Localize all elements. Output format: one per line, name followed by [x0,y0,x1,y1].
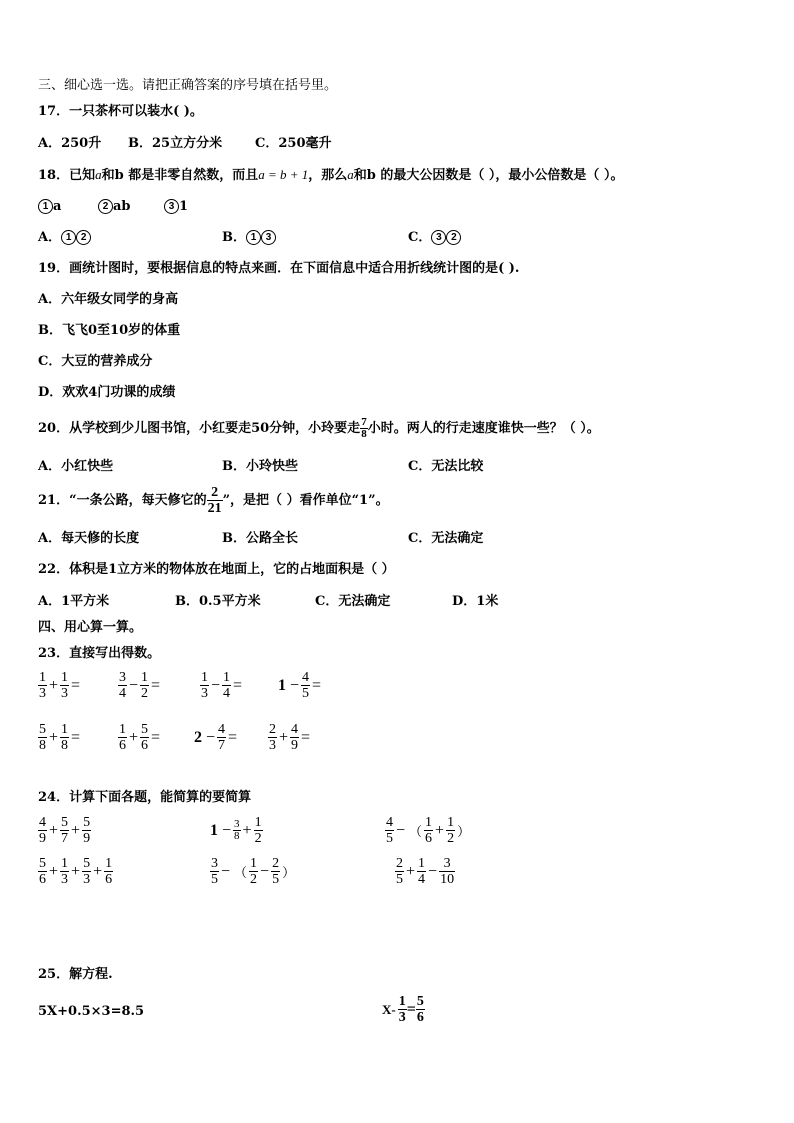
q20-part2: 小时。两人的行走速度谁快一些？（ ）。 [367,421,600,436]
q23-expression-2 [118,670,162,701]
denominator: 3 [61,686,69,701]
q19-stem: 19．画统计图时，要根据信息的特点来画．在下面信息中适合用折线统计图的是( ). [38,261,520,276]
numerator: 1 [61,670,69,685]
circled-number-1: 1 [38,199,53,214]
circled-number-3: 3 [431,230,446,245]
circled-number-3: 3 [164,199,179,214]
fraction [60,856,69,887]
fraction [417,856,426,887]
q18-choice-1 [38,198,61,216]
q24-stem: 24．计算下面各题，能简算的要简算 [38,790,252,805]
operator: + [49,821,59,839]
q18-option-b [222,229,276,247]
operator: + [93,862,103,880]
denominator: 6 [141,738,149,753]
numerator: 1 [61,722,69,737]
q23-stem: 23．直接写出得数。 [38,646,161,661]
q21-option-c: C．无法确定 [408,531,484,546]
q21-fraction [207,485,223,516]
denominator: 3 [398,1010,406,1025]
section-4-title: 四、用心算一算。 [38,620,143,635]
numerator: 4 [386,815,393,830]
q24-expression-4 [38,856,113,887]
operator: − [222,821,232,839]
q21-part2: ”，是把（ ）看作单位“1”。 [222,493,389,508]
denominator: 9 [39,831,46,846]
operator: + [49,676,59,694]
numerator: 3 [119,670,126,685]
operator: − [221,862,231,880]
q22-option-a: A．1平方米 [38,594,110,609]
denominator: 6 [105,872,113,887]
fraction [395,856,404,887]
q20-option-b: B．小玲快些 [222,459,298,474]
circled-number-3: 3 [261,230,276,245]
numerator: 1 [105,856,113,871]
denominator: 3 [61,872,69,887]
circled-number-2: 2 [76,230,91,245]
fraction [439,856,455,887]
numerator: 4 [302,670,310,685]
q20-stem [38,414,600,444]
operator: − [260,862,270,880]
fraction [140,722,149,753]
q23-expression-5 [38,722,82,753]
numerator: 1 [425,815,433,830]
q18-var-a: a [95,167,102,182]
q20-fraction [360,417,368,440]
operator: + [49,862,59,880]
denominator: 6 [119,738,126,753]
q18-stem [38,166,623,185]
denominator: 9 [83,831,91,846]
numerator: 5 [83,856,91,871]
whole-number: 1 [278,676,286,694]
right-paren: ） [282,865,296,880]
operator: − [211,676,221,694]
q20-part1: 20．从学校到少儿图书馆，小红要走50分钟，小玲要走 [38,421,361,436]
denominator: 3 [39,686,46,701]
fraction [254,815,263,846]
q24-expression-2 [208,815,263,846]
equals-sign: = [301,728,311,746]
numerator: 1 [250,856,258,871]
fraction [268,722,277,753]
numerator: 1 [141,670,149,685]
q19-option-b: B．飞飞0至10岁的体重 [38,323,181,338]
numerator: 5 [61,815,69,830]
whole-number: 2 [194,728,202,746]
fraction [385,815,394,846]
q21-fraction-denominator: 21 [207,501,222,516]
numerator: 1 [418,856,426,871]
denominator: 10 [440,872,455,887]
q21-stem [38,484,389,518]
q24-expression-1 [38,815,91,846]
q24-expression-5 [210,856,297,887]
operator: − [290,676,300,694]
q18-choice-3 [164,198,188,216]
denominator: 7 [61,831,69,846]
q25-equation-2 [380,994,425,1025]
fraction [82,815,91,846]
numerator: 1 [447,815,455,830]
variable-x: X- [382,1001,396,1017]
fraction [60,815,69,846]
fraction [210,856,219,887]
q18-option-a [38,229,91,247]
denominator: 4 [119,686,126,701]
q18-option-c-label: C． [408,230,432,245]
q17-option-a: A．250升 [38,136,102,151]
denominator: 8 [39,738,46,753]
q18-var-a-2: a [347,167,354,182]
denominator: 2 [447,831,455,846]
q18-part2: 和b 都是非零自然数，而且 [101,168,259,183]
operator: + [71,862,81,880]
numerator: 1 [398,994,406,1009]
denominator: 8 [234,830,240,842]
denominator: 5 [386,831,393,846]
fraction [217,722,226,753]
numerator: 5 [39,722,46,737]
fraction [200,670,209,701]
numerator: 2 [272,856,280,871]
q20-fraction-denominator: 8 [361,428,367,440]
denominator: 5 [396,872,403,887]
q20-option-c: C．无法比较 [408,459,484,474]
numerator: 1 [119,722,126,737]
whole-number: 1 [210,821,218,839]
fraction [38,856,47,887]
q23-expression-1 [38,670,82,701]
denominator: 6 [416,1010,424,1025]
equals-sign: = [71,728,81,746]
q23-expression-6 [118,722,162,753]
equals-sign: = [228,728,238,746]
q20-option-a: A．小红快些 [38,459,114,474]
fraction [398,994,407,1025]
numerator: 4 [291,722,299,737]
fraction [60,670,69,701]
numerator: 2 [396,856,403,871]
fraction [424,815,433,846]
circled-number-2: 2 [98,199,113,214]
numerator: 4 [218,722,226,737]
operator: + [279,728,289,746]
numerator: 3 [234,818,240,830]
operator: + [242,821,252,839]
equals-sign: = [151,676,161,694]
denominator: 4 [418,872,426,887]
q21-part1: 21．“一条公路，每天修它的 [38,493,207,508]
q18-part3: ，那么 [308,168,348,183]
q25-equation-1: 5X+0.5×3=8.5 [38,1004,145,1019]
fraction [82,856,91,887]
q20-fraction-numerator: 7 [361,416,367,428]
circled-number-2: 2 [446,230,461,245]
equals-sign: = [312,676,322,694]
q23-expression-4 [276,670,323,701]
q18-option-c [408,229,461,247]
q19-option-d: D．欢欢4门功课的成绩 [38,385,176,400]
q19-option-a: A．六年级女同学的身高 [38,292,179,307]
q17-option-b: B．25立方分米 [128,136,223,151]
equals-sign: = [406,1000,416,1018]
q23-expression-3 [200,670,244,701]
denominator: 8 [61,738,69,753]
numerator: 1 [223,670,231,685]
operator: − [396,821,406,839]
q18-option-a-label: A． [38,230,62,245]
denominator: 3 [269,738,276,753]
denominator: 7 [218,738,226,753]
fraction [233,819,241,842]
numerator: 3 [211,856,218,871]
q17-option-c: C．250毫升 [255,136,332,151]
numerator: 1 [201,670,208,685]
numerator: 1 [39,670,46,685]
q21-option-a: A．每天修的长度 [38,531,140,546]
circled-number-1: 1 [246,230,261,245]
denominator: 5 [302,686,310,701]
equals-sign: = [71,676,81,694]
q18-equation: a = b + 1 [258,167,309,182]
section-3-title: 三、细心选一选。请把正确答案的序号填在括号里。 [38,78,338,93]
numerator: 5 [416,994,424,1009]
numerator: 5 [83,815,91,830]
denominator: 9 [291,738,299,753]
operator: + [435,821,445,839]
q23-expression-7 [192,722,239,753]
numerator: 5 [39,856,46,871]
operator: + [129,728,139,746]
denominator: 3 [201,686,208,701]
q23-expression-8 [268,722,312,753]
q25-stem: 25．解方程. [38,967,113,982]
fraction [222,670,231,701]
fraction [290,722,299,753]
left-paren: （ [409,824,423,839]
denominator: 2 [141,686,149,701]
operator: − [206,728,216,746]
fraction [60,722,69,753]
denominator: 2 [250,872,258,887]
q18-choice-2-text: ab [113,199,131,214]
q21-option-b: B．公路全长 [222,531,298,546]
q18-part1: 18．已知 [38,168,96,183]
q21-fraction-numerator: 2 [207,485,223,501]
q18-part4: 和b 的最大公因数是（ ），最小公倍数是（ ）。 [353,168,624,183]
fraction [38,722,47,753]
equals-sign: = [233,676,243,694]
fraction [249,856,258,887]
denominator: 6 [39,872,46,887]
left-paren: （ [234,865,248,880]
q18-choice-2 [98,198,131,216]
operator: + [71,821,81,839]
q18-choice-3-text: 1 [179,199,189,214]
numerator: 5 [141,722,149,737]
right-paren: ） [457,824,471,839]
numerator: 2 [269,722,276,737]
fraction [118,670,127,701]
denominator: 3 [83,872,91,887]
q22-stem: 22．体积是1立方米的物体放在地面上，它的占地面积是（ ） [38,562,395,577]
numerator: 1 [254,815,262,830]
q22-option-c: C．无法确定 [315,594,391,609]
fraction [38,670,47,701]
numerator: 1 [61,856,69,871]
operator: − [129,676,139,694]
circled-number-1: 1 [61,230,76,245]
q18-choice-1-text: a [53,199,62,214]
fraction [416,994,425,1025]
q17-stem: 17．一只茶杯可以装水( )。 [38,104,203,119]
fraction [104,856,113,887]
fraction [118,722,127,753]
q19-option-c: C．大豆的营养成分 [38,354,153,369]
equals-sign: = [151,728,161,746]
operator: + [49,728,59,746]
q22-option-d: D．1米 [452,594,499,609]
numerator: 3 [439,856,455,872]
denominator: 5 [211,872,218,887]
q24-expression-3 [385,815,472,846]
operator: − [428,862,438,880]
q24-expression-6 [395,856,455,887]
operator: + [406,862,416,880]
numerator: 4 [39,815,46,830]
denominator: 5 [272,872,280,887]
q22-option-b: B．0.5平方米 [175,594,261,609]
fraction [38,815,47,846]
fraction [271,856,280,887]
q18-option-b-label: B． [222,230,246,245]
denominator: 6 [425,831,433,846]
denominator: 2 [254,831,262,846]
fraction [446,815,455,846]
fraction [140,670,149,701]
denominator: 4 [223,686,231,701]
fraction [301,670,310,701]
